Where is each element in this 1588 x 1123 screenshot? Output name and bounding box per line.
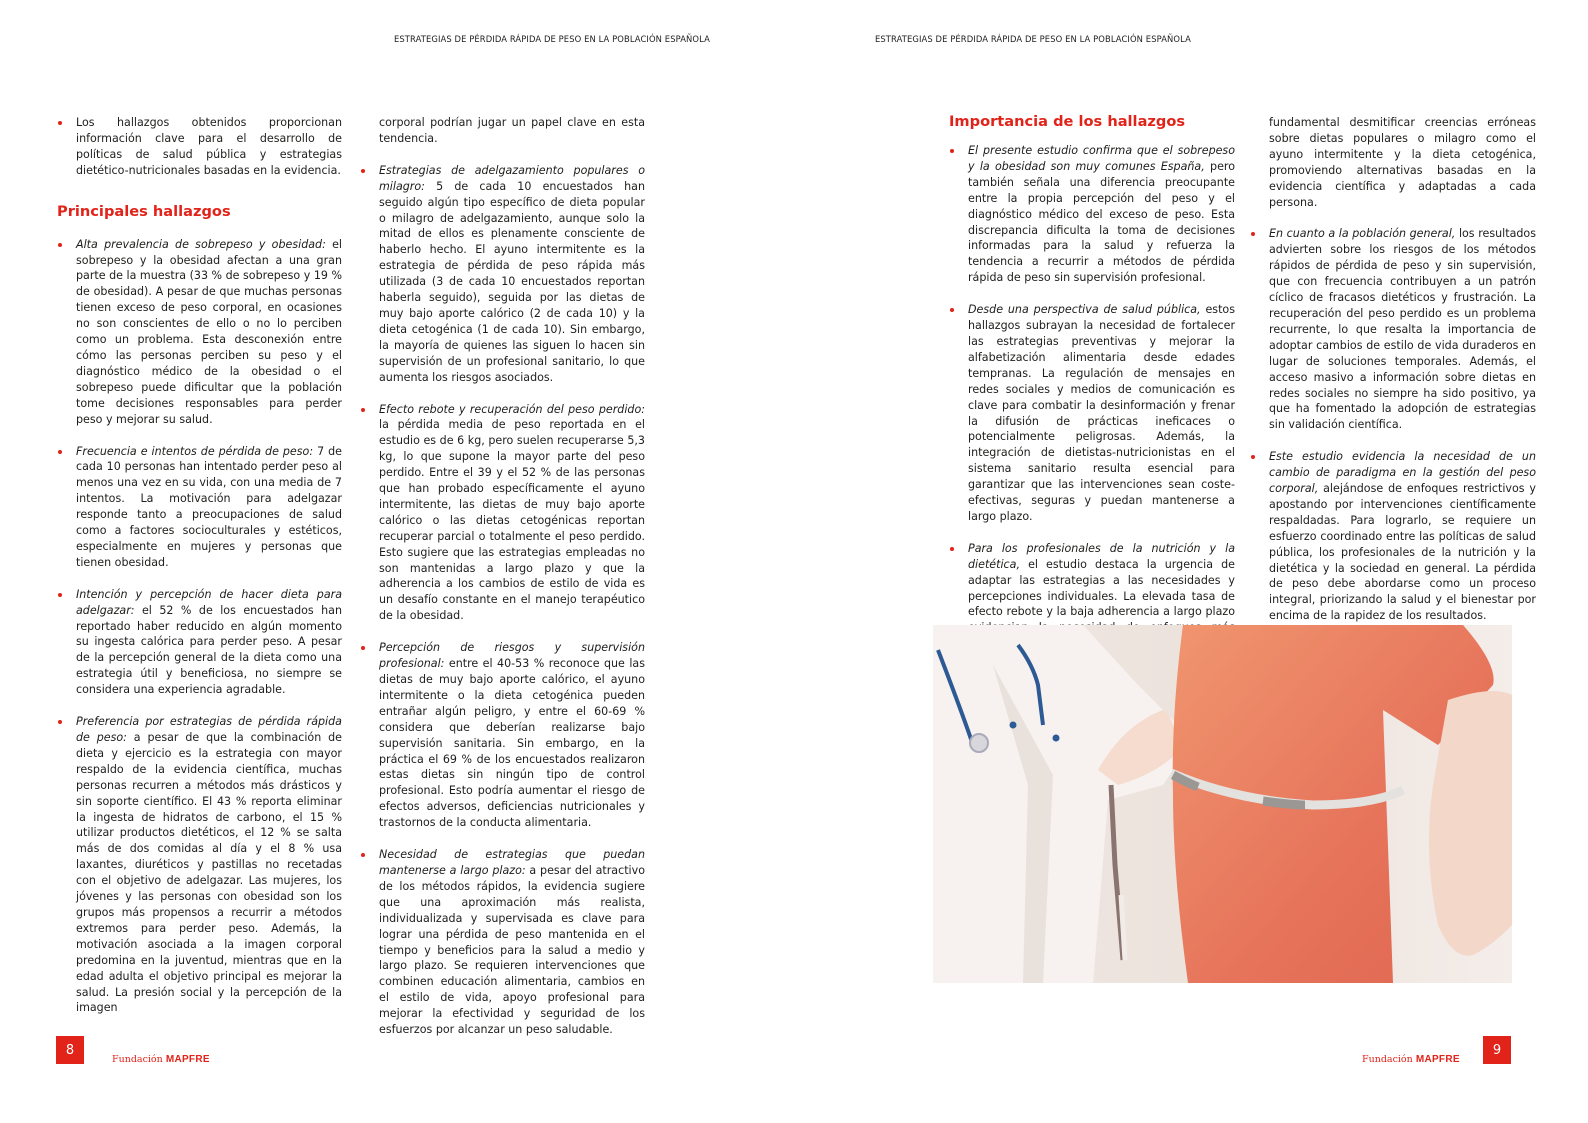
bullet-text: 5 de cada 10 encuestados han seguido algún tipo específico de dieta popular o milagro de adelgazamiento, aunque solo la mitad de ellos es plenamente consciente de haberlo hecho. El ayuno intermitente es la estrategia de pérdida de peso rápida más utilizada (3 de cada 10 encuestados reportan haberla seguido), seguida por las dietas de muy bajo aporte calórico (2 de cada 10) y la dieta cetogénica (1 de cada 10). Sin embargo, la mayoría de quienes las siguen lo hacen sin supervisión de un profesional sanitario, lo que aumenta los riesgos asociados. (379, 179, 645, 384)
fundacion-mapfre-logo (1362, 1054, 1460, 1065)
list-item (949, 302, 1235, 525)
list-item (1250, 449, 1536, 624)
bullet-icon (361, 853, 365, 857)
bullet-text: los resultados advierten sobre los riesgos de los métodos rápidos de pérdida de peso y sin supervisión, que con frecuencia contribuyen a un patrón cíclico de fracasos dietéticos y frustración. La recuperación del peso perdido es un problema recurrente, lo que resalta la importancia de adoptar cambios de estilo de vida duraderos en lugar de soluciones temporales. Además, el acceso masivo a información sobre dietas en redes sociales no siempre ha sido positivo, ya que ha fomentado la adopción de estrategias sin validación científica. (1269, 227, 1536, 432)
bullet-text: entre el 40-53 % reconoce que las dietas de muy bajo aporte calórico, el ayuno intermitente o la dieta cetogénica pueden entrañar algún peligro, y entre el 60-69 % considera que deberían realizarse bajo supervisión sanitaria. Sin embargo, en la práctica el 69 % de los encuestados realizaron estas dietas sin ningún tipo de control profesional. Esto podría aumentar el riesgo de efectos adversos, deficiencias nutricionales y trastornos de la conducta alimentaria. (379, 657, 645, 830)
left-column-2 (360, 115, 645, 1054)
bullet-lead: Preferencia por estrategias de pérdida rápida de peso: (76, 715, 342, 744)
section-title-principales: Principales hallazgos (57, 202, 231, 220)
bullet-text: el sobrepeso y la obesidad afectan a una gran parte de la muestra (33 % de sobrepeso y 19 % de obesidad). A pesar de que muchas personas tienen exceso de peso corporal, en ocasiones no son conscientes de ello o no lo perciben como un problema. Esta desconexión entre cómo las personas perciben su peso y el diagnóstico médico de la obesidad o el sobrepeso puede dificultar que la población tome decisiones responsables para perder peso y mejorar su salud. (76, 237, 343, 426)
bullet-icon (361, 646, 365, 650)
bullet-lead: El presente estudio confirma que el sobrepeso y la obesidad son muy comunes España, (968, 144, 1235, 173)
page-number: 8 (56, 1036, 84, 1064)
right-page (794, 0, 1588, 1123)
list-item (57, 115, 342, 179)
left-column-1 (57, 115, 342, 1032)
bullet-text: el estudio destaca la urgencia de adaptar las estrategias a las necesidades y percepciones individuales. La elevada tasa de efecto rebote y la baja adherencia a largo plazo (968, 557, 1235, 619)
bullet-lead: Para los profesionales de la nutrición y la dietética, (968, 541, 1235, 571)
bullet-lead: Estrategias de adelgazamiento populares o milagro: (379, 163, 645, 193)
page-number: 9 (1483, 1036, 1511, 1064)
bullet-text: el 52 % de los encuestados han reportado haber reducido en algún momento su ingesta calórica para perder peso. A pesar de la percepción general de la dieta como una estrategia útil y beneficiosa, no siempre se considera una experiencia agradable. (76, 603, 342, 697)
bullet-text: alejándose de enfoques restrictivos y apostando por intervenciones científicamente respaldadas. Para lograrlo, se requiere un esfuerzo coordinado entre las políticas de salud pública, los profesionales de la nutrición y la dietética y la sociedad en general. La pérdida de peso debe abordarse como un proceso integral, priorizando la salud y el bienestar por encima de la rapidez de los resultados. (1269, 482, 1536, 623)
bullet-icon (361, 169, 365, 173)
list-item (57, 714, 342, 1016)
list-item (360, 163, 645, 386)
list-item (1250, 226, 1536, 433)
bullet-lead: Efecto rebote y recuperación del peso perdido: (379, 402, 645, 416)
running-header: ESTRATEGIAS DE PÉRDIDA RÁPIDA DE PESO EN LA POBLACIÓN ESPAÑOLA (875, 34, 1191, 44)
bullet-text: pero también señala una diferencia preocupante entre la propia percepción del peso y el diagnóstico médico del exceso de peso. Esta discrepancia dificulta la toma de decisiones informadas para la salud y refuerza la tendencia a recurrir a métodos de pérdida rápida de peso sin supervisión profesional. (968, 159, 1235, 285)
bullet-icon (58, 720, 62, 724)
list-item-continuation (1250, 115, 1536, 210)
logo-brand-text: MAPFRE (165, 1054, 210, 1065)
bullet-lead: Este estudio evidencia la necesidad de un cambio de paradigma en la gestión del peso corporal, (1269, 450, 1536, 496)
right-column-2 (1250, 115, 1536, 640)
bullet-lead: En cuanto a la población general, (1269, 227, 1456, 241)
list-item (57, 587, 342, 698)
list-item (360, 640, 645, 831)
bullet-icon (361, 408, 365, 412)
bullet-icon (1251, 232, 1255, 236)
bullet-lead: Desde una perspectiva de salud pública, (968, 303, 1201, 317)
bullet-text: estos hallazgos subrayan la necesidad de fortalecer las estrategias preventivas y mejorar la alfabetización alimentaria desde edades tempranas. La regulación de mensajes en redes sociales y medios de comunicación es clave para combatir la desinformación y frenar la difusión de prácticas ineficaces o potencialmente peligrosas. Además, la integración de dietistas-nutricionistas en el sistema sanitario resulta esencial para garantizar que las intervenciones sean coste-efectivas, seguras y puedan mantenerse a largo plazo. (968, 303, 1235, 523)
bullet-lead: Alta prevalencia de sobrepeso y obesidad: (76, 237, 326, 251)
bullet-lead: Necesidad de estrategias que puedan mantenerse a largo plazo: (379, 848, 645, 877)
bullet-icon (950, 308, 954, 312)
bullet-text: 7 de cada 10 personas han intentado perder peso al menos una vez en su vida, con una media de 7 intentos. La motivación para adelgazar responde tanto a preocupaciones de salud como a factores socioculturales y estéticos, especialmente en mujeres y personas que tienen obesidad. (76, 444, 342, 569)
bullet-text: corporal podrían jugar un papel clave en esta tendencia. (379, 116, 645, 145)
stethoscope-chestpiece (970, 734, 988, 752)
bullet-text: a pesar de que la combinación de dieta y ejercicio es la estrategia con mayor respaldo de la evidencia científica, muchas personas recurren a métodos más drásticos y sin soporte científico. El 43 % reporta eliminar la ingesta de hidratos de carbono, el 15 % utilizar productos dietéticos, el 12 % se salta más de dos comidas al día y el 8 % usa laxantes, diuréticos y pastillas no recetadas con el objetivo de adelgazar. Las mujeres, los jóvenes y las personas con obesidad son los grupos más propensos a recurrir a métodos extremos para perder peso. Además, la motivación asociada a la imagen corporal predomina en la juventud, mientras que en la edad adulta el objetivo principal es mejorar la salud. La presión social y la percepción de la imagen (76, 731, 342, 1015)
fundacion-mapfre-logo (112, 1054, 210, 1065)
bullet-text: Los hallazgos obtenidos proporcionan información clave para el desarrollo de políticas de salud pública y estrategias dietético-nutricionales basadas en la evidencia. (76, 116, 342, 177)
section-title-importancia: Importancia de los hallazgos (949, 113, 1186, 130)
bullet-lead: Percepción de riesgos y supervisión profesional: (379, 641, 645, 671)
list-item (360, 402, 645, 625)
doctor-measuring-waist-photo (933, 625, 1512, 983)
list-item (360, 847, 645, 1038)
bullet-lead: Frecuencia e intentos de pérdida de peso: (76, 444, 314, 458)
logo-foundation-text: Fundación (112, 1054, 163, 1065)
logo-foundation-text: Fundación (1362, 1054, 1413, 1065)
bullet-icon (58, 450, 62, 454)
bullet-icon (950, 547, 954, 551)
running-header: ESTRATEGIAS DE PÉRDIDA RÁPIDA DE PESO EN LA POBLACIÓN ESPAÑOLA (394, 34, 710, 44)
bullet-lead: Intención y percepción de hacer dieta para adelgazar: (76, 587, 342, 617)
right-column-1 (949, 113, 1235, 668)
bullet-icon (58, 121, 62, 125)
bullet-icon (58, 243, 62, 247)
list-item (57, 237, 342, 428)
list-item-continuation (360, 115, 645, 147)
bullet-icon (950, 149, 954, 153)
list-item (57, 444, 342, 571)
bullet-icon (58, 593, 62, 597)
bullet-icon (1251, 455, 1255, 459)
bullet-text: a pesar del atractivo de los métodos rápidos, la evidencia sugiere que una aproximación más realista, individualizada y supervisada es clave para lograr una pérdida de peso mantenida en el tiempo y beneficios para la salud a medio y largo plazo. Se requieren intervenciones que combinen educación alimentaria, cambios en el estilo de vida, apoyo profesional para mejorar la efectividad y seguridad de los esfuerzos por alcanzar un peso saludable. (379, 863, 645, 1037)
bullet-text: la pérdida media de peso reportada en el estudio es de 6 kg, pero suelen recuperarse 5,3 kg, lo que supone la mayor parte del peso perdido. Entre el 39 y el 52 % de las personas que han probado específicamente el ayuno intermitente, las dietas de muy bajo aporte calórico o las dietas cetogénicas reportan recuperar parcial o totalmente el peso perdido. Esto sugiere que las estrategias empleadas no son mantenidas a largo plazo y que la adherencia a los cambios de estilo de vida es un desafío constante en el manejo terapéutico de la obesidad. (379, 418, 645, 623)
bullet-text: fundamental desmitificar creencias erróneas sobre dietas populares o milagro como el ayuno intermitente y la dieta cetogénica, promoviendo alternativas basadas en la evidencia científica y adaptadas a cada persona. (1269, 116, 1536, 209)
logo-brand-text: MAPFRE (1415, 1054, 1460, 1065)
list-item (949, 143, 1235, 286)
